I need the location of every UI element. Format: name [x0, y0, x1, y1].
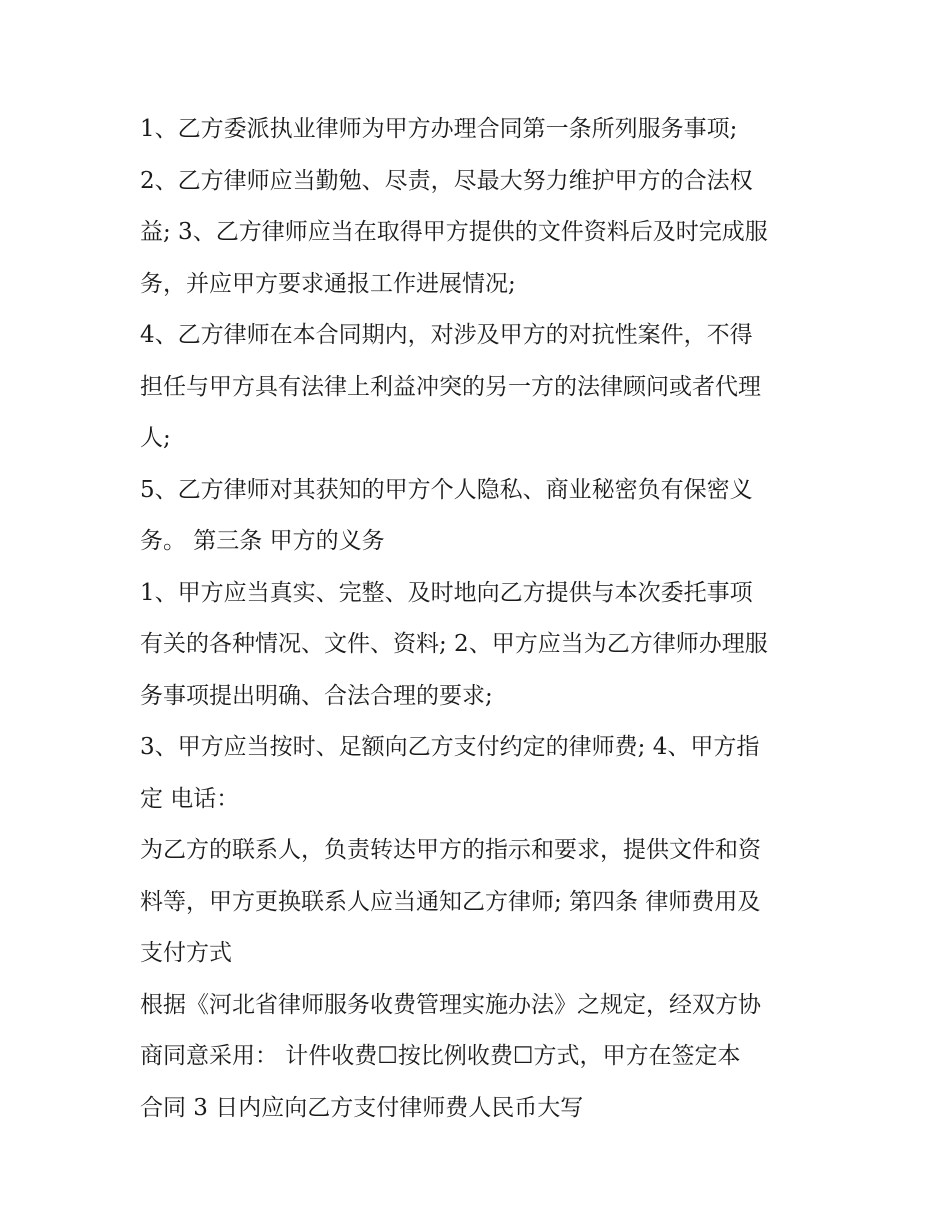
text-line: 1、甲方应当真实、完整、及时地向乙方提供与本次委托事项: [140, 579, 753, 606]
text-line: 合同 3 日内应向乙方支付律师费人民币大写: [140, 1094, 584, 1121]
text-line: 担任与甲方具有法律上利益冲突的另一方的法律顾问或者代理: [140, 373, 761, 400]
text-line: 4、乙方律师在本合同期内，对涉及甲方的对抗性案件，不得: [140, 322, 753, 348]
document-body: [140, 104, 820, 1134]
text-line: 根据《河北省律师服务收费管理实施办法》之规定，经双方协: [140, 991, 761, 1018]
text-line: 1、乙方委派执业律师为甲方办理合同第一条所列服务事项;: [140, 116, 738, 142]
text-line: 务，并应甲方要求通报工作进展情况;: [140, 270, 516, 297]
text-line: 料等，甲方更换联系人应当通知乙方律师; 第四条 律师费用及: [140, 888, 761, 915]
text-line: 人;: [140, 425, 171, 451]
text-line: 3、甲方应当按时、足额向乙方支付约定的律师费; 4、甲方指: [140, 734, 760, 760]
text-line: 商同意采用： 计件收费☐按比例收费☐方式，甲方在签定本: [140, 1043, 741, 1069]
text-line: 有关的各种情况、文件、资料; 2、甲方应当为乙方律师办理服: [140, 631, 768, 657]
text-line: 5、乙方律师对其获知的甲方个人隐私、商业秘密负有保密义: [140, 476, 753, 503]
text-line: 为乙方的联系人，负责转达甲方的指示和要求，提供文件和资: [140, 837, 761, 863]
text-line: 支付方式: [140, 940, 232, 966]
text-line: 定 电话：: [140, 785, 240, 812]
text-line: 益; 3、乙方律师应当在取得甲方提供的文件资料后及时完成服: [140, 219, 768, 245]
text-line: 务事项提出明确、合法合理的要求;: [140, 682, 493, 709]
section-heading-line: 务。 第三条 甲方的义务: [140, 528, 385, 554]
text-line: 2、乙方律师应当勤勉、尽责，尽最大努力维护甲方的合法权: [140, 167, 753, 194]
